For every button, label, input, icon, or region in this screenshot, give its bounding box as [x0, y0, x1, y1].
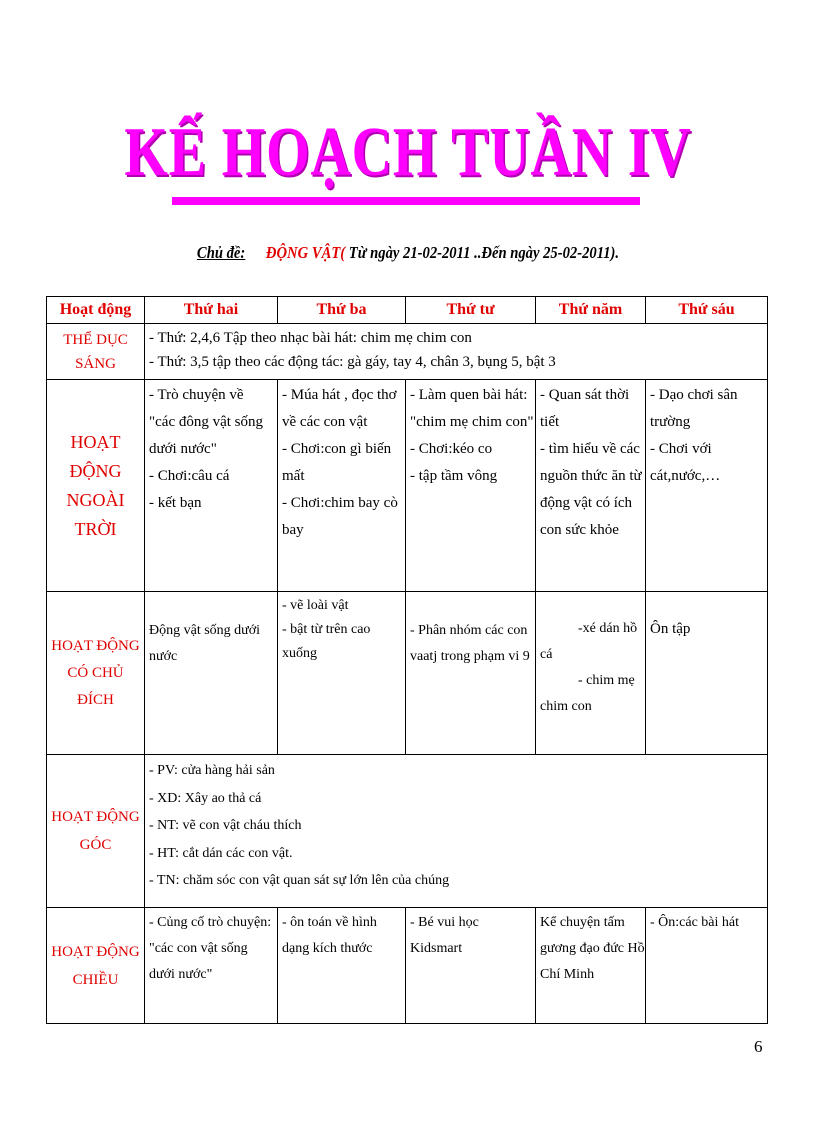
subtitle-label: Chủ đề: — [196, 243, 246, 262]
cell-line: - kết bạn — [149, 495, 202, 511]
cell-line: dưới nước" — [149, 967, 213, 982]
cell-line: cát,nước,… — [650, 468, 721, 484]
cell-line: con sức khỏe — [540, 522, 619, 538]
cell-line: về các con vật — [282, 414, 368, 430]
subtitle-topic: ĐỘNG VẬT( — [265, 243, 346, 262]
chu-dich-wednesday — [406, 592, 536, 755]
table-row — [47, 908, 768, 1024]
cell-line: - NT: vẽ con vật cháu thích — [149, 818, 302, 833]
row-label-line: NGOÀI — [66, 489, 125, 510]
cell-line: bay — [282, 522, 304, 538]
cell-line: "các con vật sống — [149, 941, 248, 956]
cell-line: dưới nước" — [149, 441, 217, 457]
chu-dich-thursday — [536, 592, 646, 755]
ngoai-troi-wednesday — [406, 380, 536, 592]
row-label-line: TRỜI — [74, 518, 117, 539]
cell-line: - tập tầm vông — [410, 468, 498, 484]
cell-line: - Ôn:các bài hát — [650, 915, 740, 930]
row-label-line: HOẠT ĐỘNG — [51, 637, 140, 654]
chieu-monday — [145, 908, 278, 1024]
header-friday: Thứ sáu — [646, 297, 768, 324]
cell-line: - bật từ trên cao — [282, 622, 371, 637]
table-row — [47, 592, 768, 755]
cell-line: - Củng cố trò chuyện: — [149, 915, 272, 930]
cell-line: - Trò chuyện về — [149, 387, 244, 403]
cell-line: - PV: cửa hàng hải sản — [149, 763, 275, 778]
cell-line: cá — [540, 647, 553, 662]
cell-line: Kidsmart — [410, 941, 463, 956]
cell-line: Chí Minh — [540, 967, 595, 982]
cell-line: vaatj trong phạm vi 9 — [410, 649, 530, 664]
chu-dich-tuesday — [278, 592, 406, 755]
cell-line: - Dạo chơi sân — [650, 387, 738, 403]
page-title: KẾ HOẠCH TUẦN IV — [124, 114, 692, 191]
cell-line: gương đạo đức Hồ — [540, 941, 645, 956]
cell-line: - ôn toán về hình — [282, 915, 377, 930]
cell-line: dạng kích thước — [282, 941, 373, 956]
cell-line: - vẽ loài vật — [282, 598, 349, 613]
cell-line: - HT: cắt dán các con vật. — [149, 845, 293, 861]
cell-line: - TN: chăm sóc con vật quan sát sự lớn lên của chúng — [149, 873, 450, 888]
cell-line: - Chơi:chim bay cò — [282, 495, 398, 511]
chieu-wednesday — [406, 908, 536, 1024]
cell-line: - Phân nhóm các con — [410, 623, 528, 638]
cell-line: - Làm quen bài hát: — [410, 387, 528, 403]
title-underline — [172, 197, 640, 205]
cell-line: động vật có ích — [540, 495, 633, 511]
cell-line: - Bé vui học — [410, 915, 479, 930]
chieu-friday — [646, 908, 768, 1024]
ngoai-troi-monday — [145, 380, 278, 592]
header-activity: Hoạt động — [47, 297, 145, 324]
row-label-line: HOẠT — [70, 431, 121, 452]
cell-line: - tìm hiểu về các — [540, 441, 640, 457]
chieu-tuesday — [278, 908, 406, 1024]
ngoai-troi-thursday — [536, 380, 646, 592]
cell-line: -xé dán hồ — [578, 621, 638, 636]
table-row — [47, 755, 768, 908]
cell-line: - Quan sát thời — [540, 387, 630, 403]
cell-line: - XD: Xây ao thả cá — [149, 790, 262, 806]
cell-line: mất — [282, 468, 305, 484]
row-label-co-chu-dich — [47, 592, 145, 755]
chieu-thursday — [536, 908, 646, 1024]
cell-line: - Thứ: 3,5 tập theo các động tác: gà gáy, tay 4, chân 3, bụng 5, bật 3 — [149, 354, 556, 370]
row-label-line: ĐỘNG — [69, 460, 122, 481]
cell-line: "các đông vật sống — [149, 414, 264, 430]
header-wednesday: Thứ tư — [406, 297, 536, 324]
the-duc-content — [145, 324, 768, 380]
goc-content — [145, 755, 768, 908]
cell-line: - Chơi với — [650, 441, 712, 457]
ngoai-troi-friday — [646, 380, 768, 592]
cell-line: "chim mẹ chim con" — [410, 414, 534, 430]
row-label-ngoai-troi — [47, 380, 145, 592]
row-label-line: CHIỀU — [72, 971, 119, 988]
row-label-line: ĐÍCH — [77, 691, 114, 708]
cell-line: Kể chuyện tấm — [540, 915, 625, 930]
table-row — [47, 380, 768, 592]
cell-line: - Chơi:con gì biến — [282, 441, 392, 457]
cell-line: - Chơi:kéo co — [410, 441, 493, 457]
chu-dich-monday — [145, 592, 278, 755]
row-label-line: CÓ CHỦ — [67, 664, 124, 681]
cell-line: - chim mẹ — [578, 673, 635, 688]
row-label-the-duc-sang — [47, 324, 145, 380]
row-label-chieu — [47, 908, 145, 1024]
cell-line: trường — [650, 414, 691, 430]
ngoai-troi-tuesday — [278, 380, 406, 592]
header-monday: Thứ hai — [145, 297, 278, 324]
row-label-line: HOẠT ĐỘNG — [51, 943, 140, 960]
subtitle-dates: Từ ngày 21-02-2011 ..Đến ngày 25-02-2011). — [345, 243, 620, 262]
cell-line: nguồn thức ăn từ — [540, 468, 642, 484]
row-label-line: THỂ DỤC — [63, 331, 128, 348]
cell-line: chim con — [540, 699, 592, 714]
cell-line: - Chơi:câu cá — [149, 468, 230, 484]
cell-line: nước — [149, 649, 178, 664]
cell-line: Ôn tập — [650, 621, 691, 637]
header-row — [47, 297, 768, 324]
header-tuesday: Thứ ba — [278, 297, 406, 324]
row-label-goc — [47, 755, 145, 908]
cell-line: - Múa hát , đọc thơ — [282, 387, 397, 403]
page-number: 6 — [754, 1037, 763, 1056]
cell-line: Động vật sống dưới — [149, 623, 261, 638]
cell-line: tiết — [540, 414, 560, 430]
row-label-line: HOẠT ĐỘNG — [51, 809, 140, 825]
table-row — [47, 324, 768, 380]
cell-line: xuống — [282, 646, 317, 661]
subtitle — [57, 243, 759, 263]
header-thursday: Thứ năm — [536, 297, 646, 324]
chu-dich-friday — [646, 592, 768, 755]
row-label-line: GÓC — [79, 837, 112, 853]
weekly-plan-table — [46, 296, 768, 1024]
row-label-line: SÁNG — [75, 355, 116, 372]
cell-line: - Thứ: 2,4,6 Tập theo nhạc bài hát: chim mẹ chim con — [149, 330, 472, 346]
